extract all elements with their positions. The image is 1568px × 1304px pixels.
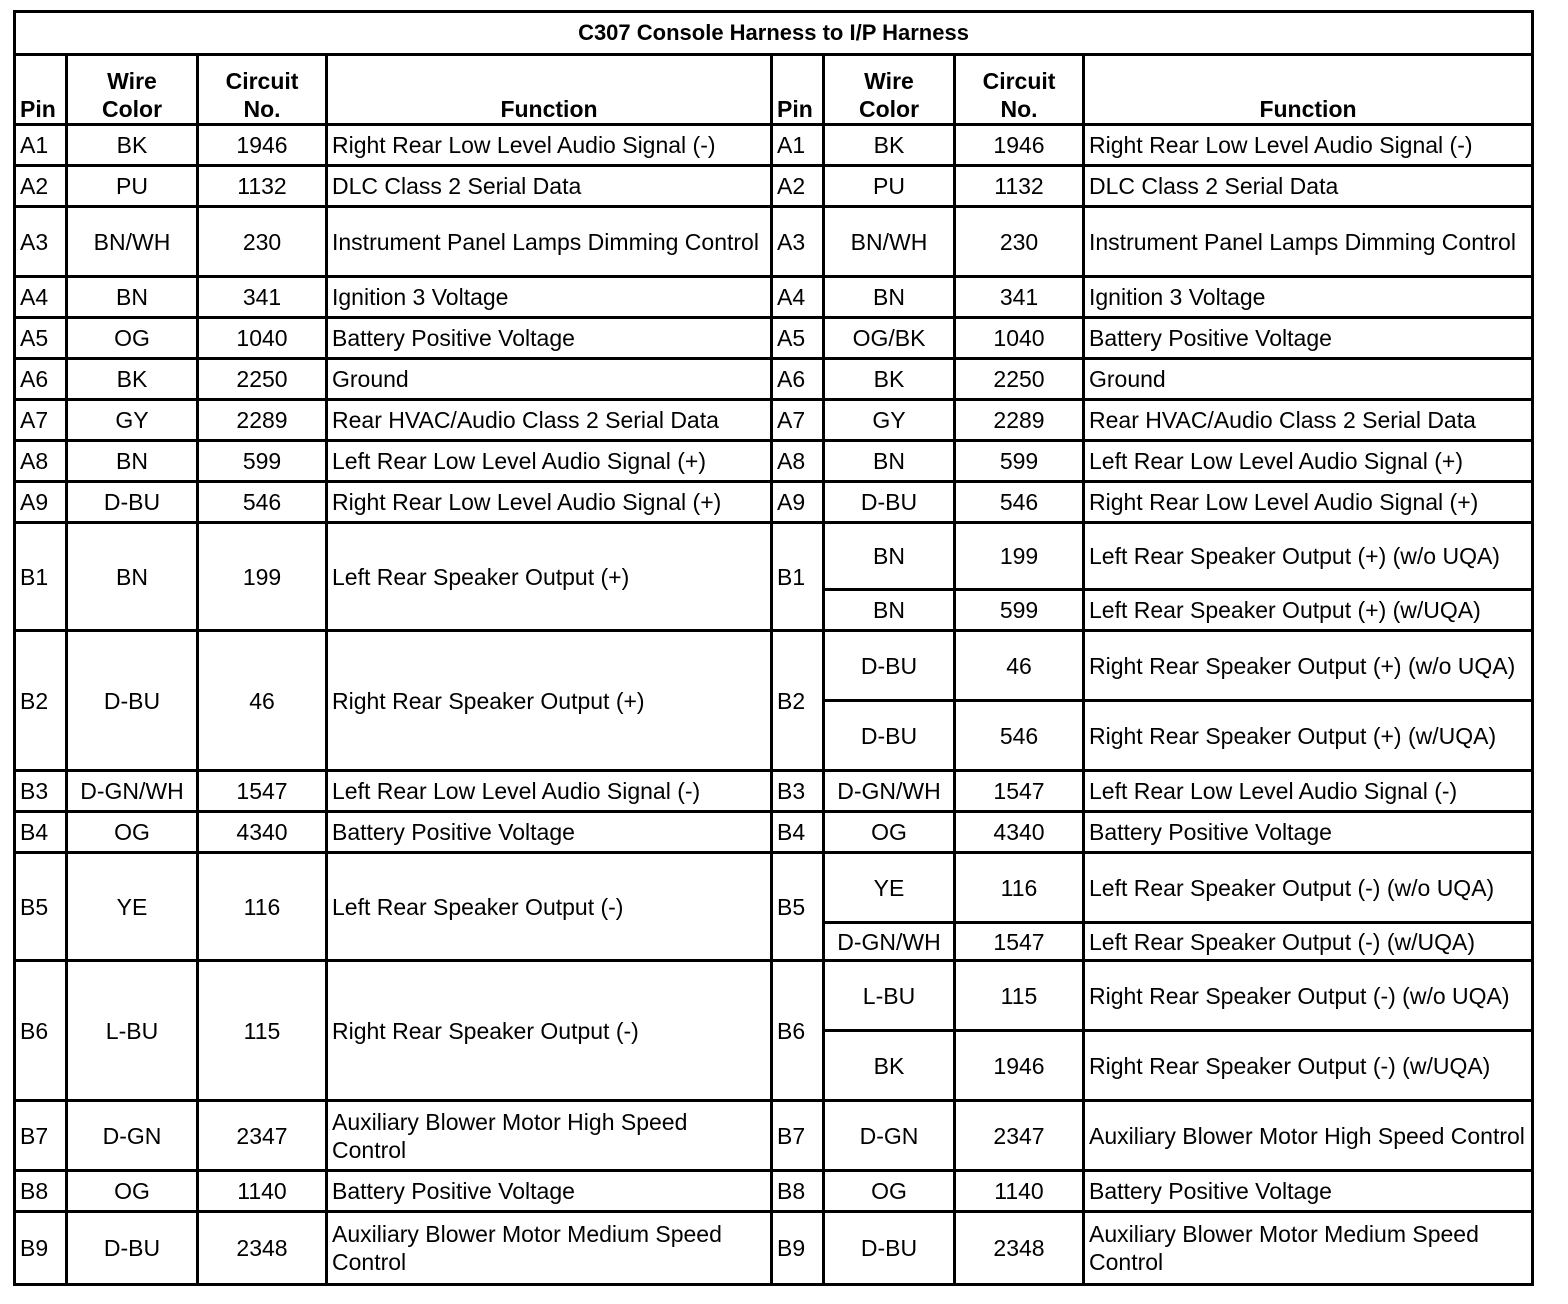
left-circuit-cell: 2250 (199, 360, 328, 401)
right-function-cell: Auxiliary Blower Motor Medium Speed Control (1089, 1221, 1479, 1275)
right-wire-color-cell: OG/BK (825, 319, 956, 360)
right-pin-cell: B9 (773, 1213, 825, 1283)
right-function-cell: Left Rear Speaker Output (+) (w/o UQA) (1085, 524, 1531, 591)
right-circuit-cell: 1040 (956, 319, 1085, 360)
left-wire-color-cell: L-BU (68, 962, 199, 1102)
left-circuit-cell: 4340 (199, 813, 328, 854)
right-function-cell: Ground (1085, 360, 1531, 401)
right-function-cell: Battery Positive Voltage (1085, 813, 1531, 854)
left-pin-cell: A9 (16, 483, 68, 524)
right-function-cell: Right Rear Low Level Audio Signal (+) (1085, 483, 1531, 524)
right-wire-color-cell: BN (825, 524, 956, 591)
left-function-cell: Ignition 3 Voltage (328, 278, 773, 319)
right-pin-cell: B6 (773, 962, 825, 1102)
right-wire-color-cell: D-GN/WH (825, 924, 956, 962)
left-pin-cell: A5 (16, 319, 68, 360)
right-circuit-cell: 116 (956, 854, 1085, 924)
left-wire-color-cell: D-BU (68, 1213, 199, 1283)
table-row (16, 1213, 1531, 1283)
right-function-cell: Right Rear Speaker Output (+) (w/o UQA) (1085, 632, 1531, 702)
table-row (16, 1102, 1531, 1172)
left-wire-color-cell: OG (68, 1172, 199, 1213)
right-circuit-cell: 1140 (956, 1172, 1085, 1213)
right-pin-cell: A3 (773, 208, 825, 278)
left-wire-color-cell: OG (68, 319, 199, 360)
left-circuit-cell: 230 (199, 208, 328, 278)
right-circuit-cell: 1946 (956, 1032, 1085, 1102)
right-function-cell: DLC Class 2 Serial Data (1085, 167, 1531, 208)
right-pin-cell: A7 (773, 401, 825, 442)
right-pin-cell: A1 (773, 126, 825, 167)
right-wire-color-cell: D-GN/WH (825, 772, 956, 813)
left-circuit-cell: 115 (199, 962, 328, 1102)
left-pin-cell: A1 (16, 126, 68, 167)
left-wire-color-cell: BK (68, 360, 199, 401)
left-pin-cell: A7 (16, 401, 68, 442)
header-pin: Pin (16, 56, 68, 126)
right-wire-color-cell: OG (825, 813, 956, 854)
left-wire-color-cell: D-BU (68, 632, 199, 772)
left-circuit-cell: 1547 (199, 772, 328, 813)
right-function-cell: Left Rear Speaker Output (+) (w/UQA) (1085, 591, 1531, 632)
right-wire-color-cell: BN/WH (825, 208, 956, 278)
right-circuit-cell: 599 (956, 591, 1085, 632)
left-wire-color-cell: BN (68, 442, 199, 483)
right-wire-color-cell: BN (825, 442, 956, 483)
left-pin-cell: A8 (16, 442, 68, 483)
left-function-cell: Left Rear Low Level Audio Signal (-) (328, 772, 773, 813)
right-circuit-cell: 1132 (956, 167, 1085, 208)
right-wire-color-cell: YE (825, 854, 956, 924)
right-pin-cell: A5 (773, 319, 825, 360)
left-pin-cell: B5 (16, 854, 68, 962)
table-row (16, 319, 1531, 360)
table-row (16, 524, 1531, 591)
left-pin-cell: B8 (16, 1172, 68, 1213)
left-wire-color-cell: BN (68, 278, 199, 319)
left-wire-color-cell: D-BU (68, 483, 199, 524)
right-pin-cell: A8 (773, 442, 825, 483)
left-pin-cell: B6 (16, 962, 68, 1102)
right-wire-color-cell: D-BU (825, 1213, 956, 1283)
header-pin: Pin (773, 56, 825, 126)
left-circuit-cell: 1946 (199, 126, 328, 167)
table-row (16, 813, 1531, 854)
left-wire-color-cell: BN/WH (68, 208, 199, 278)
left-function-cell: Battery Positive Voltage (328, 813, 773, 854)
right-wire-color-cell: BN (825, 591, 956, 632)
left-wire-color-cell: PU (68, 167, 199, 208)
right-function-cell: Right Rear Speaker Output (-) (w/o UQA) (1085, 962, 1531, 1032)
left-function-cell: DLC Class 2 Serial Data (328, 167, 773, 208)
right-wire-color-cell: BK (825, 126, 956, 167)
left-wire-color-cell: BN (68, 524, 199, 632)
right-pin-cell: B2 (773, 632, 825, 772)
right-function-cell: Instrument Panel Lamps Dimming Control (1085, 208, 1531, 278)
right-wire-color-cell: L-BU (825, 962, 956, 1032)
table-row (16, 442, 1531, 483)
right-circuit-cell: 1946 (956, 126, 1085, 167)
left-pin-cell: B9 (16, 1213, 68, 1283)
right-function-cell: Left Rear Speaker Output (-) (w/UQA) (1085, 924, 1531, 962)
header-circuit-no: Circuit No. (199, 56, 328, 126)
right-pin-cell: B3 (773, 772, 825, 813)
left-pin-cell: B4 (16, 813, 68, 854)
left-circuit-cell: 1140 (199, 1172, 328, 1213)
right-circuit-cell: 546 (956, 702, 1085, 772)
table-row (16, 167, 1531, 208)
table-row (16, 360, 1531, 401)
right-circuit-cell: 599 (956, 442, 1085, 483)
left-function-cell: Right Rear Speaker Output (-) (328, 962, 773, 1102)
right-pin-cell: B4 (773, 813, 825, 854)
left-circuit-cell: 1132 (199, 167, 328, 208)
table-row (16, 1172, 1531, 1213)
right-pin-cell: B1 (773, 524, 825, 632)
right-pin-cell: B7 (773, 1102, 825, 1172)
left-wire-color-cell: BK (68, 126, 199, 167)
table-title: C307 Console Harness to I/P Harness (16, 13, 1531, 56)
header-function: Function (1085, 56, 1531, 126)
header-wire-color: Wire Color (68, 56, 199, 126)
right-pin-cell: A6 (773, 360, 825, 401)
right-circuit-cell: 230 (956, 208, 1085, 278)
right-function-cell: Auxiliary Blower Motor High Speed Control (1085, 1102, 1531, 1172)
left-circuit-cell: 2348 (199, 1213, 328, 1283)
left-function-cell: Left Rear Low Level Audio Signal (+) (328, 442, 773, 483)
right-function-cell: Right Rear Speaker Output (+) (w/UQA) (1085, 702, 1531, 772)
right-circuit-cell: 2347 (956, 1102, 1085, 1172)
left-pin-cell: B2 (16, 632, 68, 772)
right-function-cell: Left Rear Low Level Audio Signal (+) (1085, 442, 1531, 483)
left-function-cell: Instrument Panel Lamps Dimming Control (328, 208, 773, 278)
left-function-cell: Left Rear Speaker Output (-) (328, 854, 773, 962)
right-circuit-cell: 546 (956, 483, 1085, 524)
left-pin-cell: A3 (16, 208, 68, 278)
left-function-cell: Battery Positive Voltage (328, 319, 773, 360)
left-wire-color-cell: YE (68, 854, 199, 962)
right-wire-color-cell: D-BU (825, 483, 956, 524)
right-pin-cell: B8 (773, 1172, 825, 1213)
right-wire-color-cell: PU (825, 167, 956, 208)
table-row (16, 632, 1531, 702)
left-pin-cell: B1 (16, 524, 68, 632)
right-circuit-cell: 2250 (956, 360, 1085, 401)
left-function-cell: Right Rear Low Level Audio Signal (+) (328, 483, 773, 524)
table-row (16, 483, 1531, 524)
right-pin-cell: A9 (773, 483, 825, 524)
right-circuit-cell: 115 (956, 962, 1085, 1032)
header-circuit-no: Circuit No. (956, 56, 1085, 126)
right-circuit-cell: 1547 (956, 924, 1085, 962)
right-function-cell: Right Rear Speaker Output (-) (w/UQA) (1085, 1032, 1531, 1102)
left-wire-color-cell: OG (68, 813, 199, 854)
left-circuit-cell: 199 (199, 524, 328, 632)
left-function-cell: Rear HVAC/Audio Class 2 Serial Data (328, 401, 773, 442)
left-pin-cell: A6 (16, 360, 68, 401)
left-circuit-cell: 2289 (199, 401, 328, 442)
table-body (16, 126, 1531, 1283)
right-circuit-cell: 46 (956, 632, 1085, 702)
right-pin-cell: A4 (773, 278, 825, 319)
right-function-cell: Battery Positive Voltage (1085, 1172, 1531, 1213)
right-function-cell: Right Rear Low Level Audio Signal (-) (1085, 126, 1531, 167)
left-pin-cell: A4 (16, 278, 68, 319)
right-wire-color-cell: GY (825, 401, 956, 442)
table-row (16, 278, 1531, 319)
left-function-cell: Auxiliary Blower Motor High Speed Control (328, 1102, 773, 1172)
table-row (16, 854, 1531, 924)
right-circuit-cell: 341 (956, 278, 1085, 319)
left-wire-color-cell: D-GN (68, 1102, 199, 1172)
right-wire-color-cell: BN (825, 278, 956, 319)
right-circuit-cell: 2289 (956, 401, 1085, 442)
right-wire-color-cell: OG (825, 1172, 956, 1213)
left-function-cell: Right Rear Speaker Output (+) (328, 632, 773, 772)
left-circuit-cell: 2347 (199, 1102, 328, 1172)
right-wire-color-cell: BK (825, 1032, 956, 1102)
left-pin-cell: B7 (16, 1102, 68, 1172)
table-row (16, 208, 1531, 278)
right-circuit-cell: 4340 (956, 813, 1085, 854)
left-circuit-cell: 341 (199, 278, 328, 319)
left-circuit-cell: 116 (199, 854, 328, 962)
right-wire-color-cell: D-BU (825, 702, 956, 772)
right-function-cell: Ignition 3 Voltage (1085, 278, 1531, 319)
right-circuit-cell: 199 (956, 524, 1085, 591)
left-function-cell: Battery Positive Voltage (328, 1172, 773, 1213)
right-function-cell: Battery Positive Voltage (1085, 319, 1531, 360)
right-wire-color-cell: D-BU (825, 632, 956, 702)
left-function-cell: Left Rear Speaker Output (+) (328, 524, 773, 632)
left-circuit-cell: 46 (199, 632, 328, 772)
right-function-cell: Rear HVAC/Audio Class 2 Serial Data (1085, 401, 1531, 442)
table-row (16, 126, 1531, 167)
right-circuit-cell: 1547 (956, 772, 1085, 813)
right-circuit-cell: 2348 (956, 1213, 1085, 1283)
right-function-cell: Left Rear Speaker Output (-) (w/o UQA) (1085, 854, 1531, 924)
left-wire-color-cell: GY (68, 401, 199, 442)
left-function-cell: Auxiliary Blower Motor Medium Speed Control (328, 1213, 773, 1283)
table-row (16, 401, 1531, 442)
connector-table (13, 10, 1534, 1286)
right-wire-color-cell: BK (825, 360, 956, 401)
right-function-cell: Left Rear Low Level Audio Signal (-) (1085, 772, 1531, 813)
left-pin-cell: B3 (16, 772, 68, 813)
left-function-cell: Right Rear Low Level Audio Signal (-) (328, 126, 773, 167)
right-wire-color-cell: D-GN (825, 1102, 956, 1172)
right-pin-cell: A2 (773, 167, 825, 208)
table-row (16, 962, 1531, 1032)
left-circuit-cell: 599 (199, 442, 328, 483)
right-pin-cell: B5 (773, 854, 825, 962)
left-wire-color-cell: D-GN/WH (68, 772, 199, 813)
header-function: Function (328, 56, 773, 126)
table-row (16, 772, 1531, 813)
left-pin-cell: A2 (16, 167, 68, 208)
left-circuit-cell: 546 (199, 483, 328, 524)
header-wire-color: Wire Color (825, 56, 956, 126)
left-function-cell: Ground (328, 360, 773, 401)
left-circuit-cell: 1040 (199, 319, 328, 360)
